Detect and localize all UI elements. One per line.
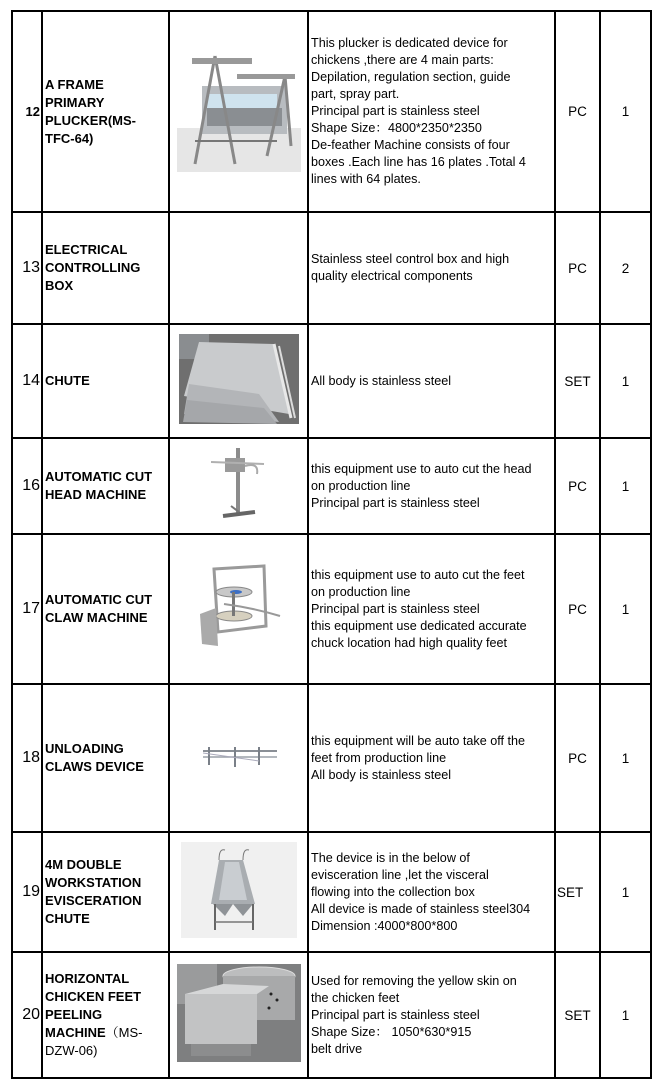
- description-line: Shape Size：4800*2350*2350: [311, 121, 482, 135]
- item-name-line: ELECTRICAL: [45, 242, 128, 257]
- table-row: [12, 11, 651, 212]
- description-line: Principal part is stainless steel: [311, 495, 480, 510]
- table-row: [12, 952, 651, 1078]
- item-description: [308, 324, 555, 438]
- description-line: this equipment will be auto take off the: [311, 733, 525, 748]
- table-row: [12, 212, 651, 324]
- item-number: 19: [12, 832, 42, 952]
- item-image-cell: [169, 534, 308, 684]
- description-line: Principal part is stainless steel: [311, 601, 480, 616]
- description-line: Principal part is stainless steel: [311, 1007, 480, 1022]
- item-quantity: 2: [600, 212, 651, 324]
- description-line: All body is stainless steel: [311, 767, 451, 782]
- cut-claw-machine-photo: [194, 564, 284, 649]
- description-line: part, spray part.: [311, 87, 400, 101]
- item-image-cell-empty: [169, 212, 308, 324]
- feet-peeling-machine-photo: [177, 964, 301, 1062]
- item-number: 13: [12, 212, 42, 324]
- item-image-cell: [169, 832, 308, 952]
- item-unit: SET: [555, 324, 600, 438]
- description-line: The device is in the below of: [311, 850, 470, 865]
- item-description: [308, 684, 555, 832]
- item-image-cell: [169, 11, 308, 212]
- description-line: chickens ,there are 4 main parts:: [311, 53, 494, 67]
- item-name: [42, 832, 169, 952]
- description-line: on production line: [311, 478, 411, 493]
- description-line: this equipment use to auto cut the head: [311, 461, 532, 476]
- description-line: lines with 64 plates.: [311, 172, 421, 186]
- item-unit: PC: [555, 11, 600, 212]
- item-number: 17: [12, 534, 42, 684]
- item-image-cell: [169, 952, 308, 1078]
- item-description: [308, 212, 555, 324]
- item-name-line: HORIZONTAL: [45, 971, 130, 986]
- item-name-line: BOX: [45, 278, 74, 293]
- description-line: the chicken feet: [311, 990, 400, 1005]
- item-quantity: 1: [600, 324, 651, 438]
- item-quantity: 1: [600, 832, 651, 952]
- item-quantity: 1: [600, 11, 651, 212]
- item-number: 18: [12, 684, 42, 832]
- item-name-line: PLUCKER(MS-: [45, 112, 136, 128]
- description-line: This plucker is dedicated device for: [311, 36, 508, 50]
- table-row: [12, 534, 651, 684]
- item-description: [308, 952, 555, 1078]
- item-unit: SET: [555, 832, 600, 952]
- item-name-line: PRIMARY: [45, 94, 105, 110]
- description-line: Principal part is stainless steel: [311, 104, 480, 118]
- item-unit: PC: [555, 212, 600, 324]
- description-line: this equipment use dedicated accurate: [311, 618, 527, 633]
- equipment-spec-table: [11, 10, 652, 1079]
- item-name-line: AUTOMATIC CUT: [45, 592, 153, 607]
- item-number: 16: [12, 438, 42, 534]
- table-row: [12, 832, 651, 952]
- description-line: quality electrical components: [311, 269, 473, 283]
- description-line: belt drive: [311, 1041, 363, 1056]
- item-name-line: AUTOMATIC CUT: [45, 469, 153, 484]
- description-line: Shape Size： 1050*630*915: [311, 1024, 472, 1039]
- item-number: 12: [12, 11, 42, 212]
- item-name-line: CHICKEN FEET: [45, 989, 142, 1004]
- item-name-line: HEAD MACHINE: [45, 487, 147, 502]
- item-model-suffix: （MS-: [105, 1025, 143, 1040]
- item-name-line: EVISCERATION: [45, 893, 142, 908]
- description-line: All body is stainless steel: [311, 373, 451, 388]
- item-unit: PC: [555, 684, 600, 832]
- chute-photo: [179, 334, 299, 424]
- item-number: 20: [12, 952, 42, 1078]
- table-row: [12, 684, 651, 832]
- item-description: [308, 438, 555, 534]
- item-name: [42, 684, 169, 832]
- item-name-line: CONTROLLING: [45, 260, 141, 275]
- description-line: De-feather Machine consists of four: [311, 138, 510, 152]
- unloading-claws-device-photo: [199, 741, 279, 771]
- item-name: [42, 438, 169, 534]
- item-quantity: 1: [600, 952, 651, 1078]
- item-name: [42, 212, 169, 324]
- item-name-line: CLAWS DEVICE: [45, 759, 144, 774]
- description-line: Stainless steel control box and high: [311, 252, 510, 266]
- item-unit: PC: [555, 534, 600, 684]
- item-name-line: TFC-64): [45, 130, 94, 146]
- item-name: [42, 11, 169, 212]
- item-name-text: MACHINE: [45, 1025, 106, 1040]
- description-line: this equipment use to auto cut the feet: [311, 567, 525, 582]
- description-line: chuck location had high quality feet: [311, 635, 508, 650]
- item-name: [42, 952, 169, 1078]
- item-name-line: WORKSTATION: [45, 875, 142, 890]
- description-line: All device is made of stainless steel304: [311, 901, 531, 916]
- item-quantity: 1: [600, 684, 651, 832]
- item-model-code: DZW-06): [45, 1043, 98, 1058]
- item-description: [308, 534, 555, 684]
- item-image-cell: [169, 684, 308, 832]
- item-quantity: 1: [600, 438, 651, 534]
- item-name-line: PEELING: [45, 1007, 103, 1022]
- a-frame-plucker-photo: [177, 46, 301, 172]
- table-row: [12, 324, 651, 438]
- description-line: evisceration line ,let the visceral: [311, 867, 489, 882]
- evisceration-chute-photo: [181, 842, 297, 938]
- item-quantity: 1: [600, 534, 651, 684]
- description-line: Depilation, regulation section, guide: [311, 70, 511, 84]
- cut-head-machine-photo: [209, 444, 269, 524]
- item-name-line: CLAW MACHINE: [45, 610, 148, 625]
- item-name: [42, 534, 169, 684]
- item-description: [308, 832, 555, 952]
- description-line: feet from production line: [311, 750, 447, 765]
- item-number: 14: [12, 324, 42, 438]
- item-name-line: CHUTE: [45, 911, 90, 926]
- table-row: [12, 438, 651, 534]
- item-name-line: UNLOADING: [45, 741, 124, 756]
- description-line: Used for removing the yellow skin on: [311, 973, 517, 988]
- description-line: boxes .Each line has 16 plates .Total 4: [311, 155, 526, 169]
- item-unit: SET: [555, 952, 600, 1078]
- item-name-line: A FRAME: [45, 76, 104, 92]
- description-line: Dimension :4000*800*800: [311, 918, 458, 933]
- description-line: on production line: [311, 584, 411, 599]
- item-name-line: [45, 1024, 168, 1042]
- item-name-line: 4M DOUBLE: [45, 857, 122, 872]
- description-line: flowing into the collection box: [311, 884, 475, 899]
- item-name: [42, 324, 169, 438]
- item-name-line: CHUTE: [45, 373, 90, 388]
- item-description: [308, 11, 555, 212]
- item-image-cell: [169, 324, 308, 438]
- item-unit: PC: [555, 438, 600, 534]
- item-image-cell: [169, 438, 308, 534]
